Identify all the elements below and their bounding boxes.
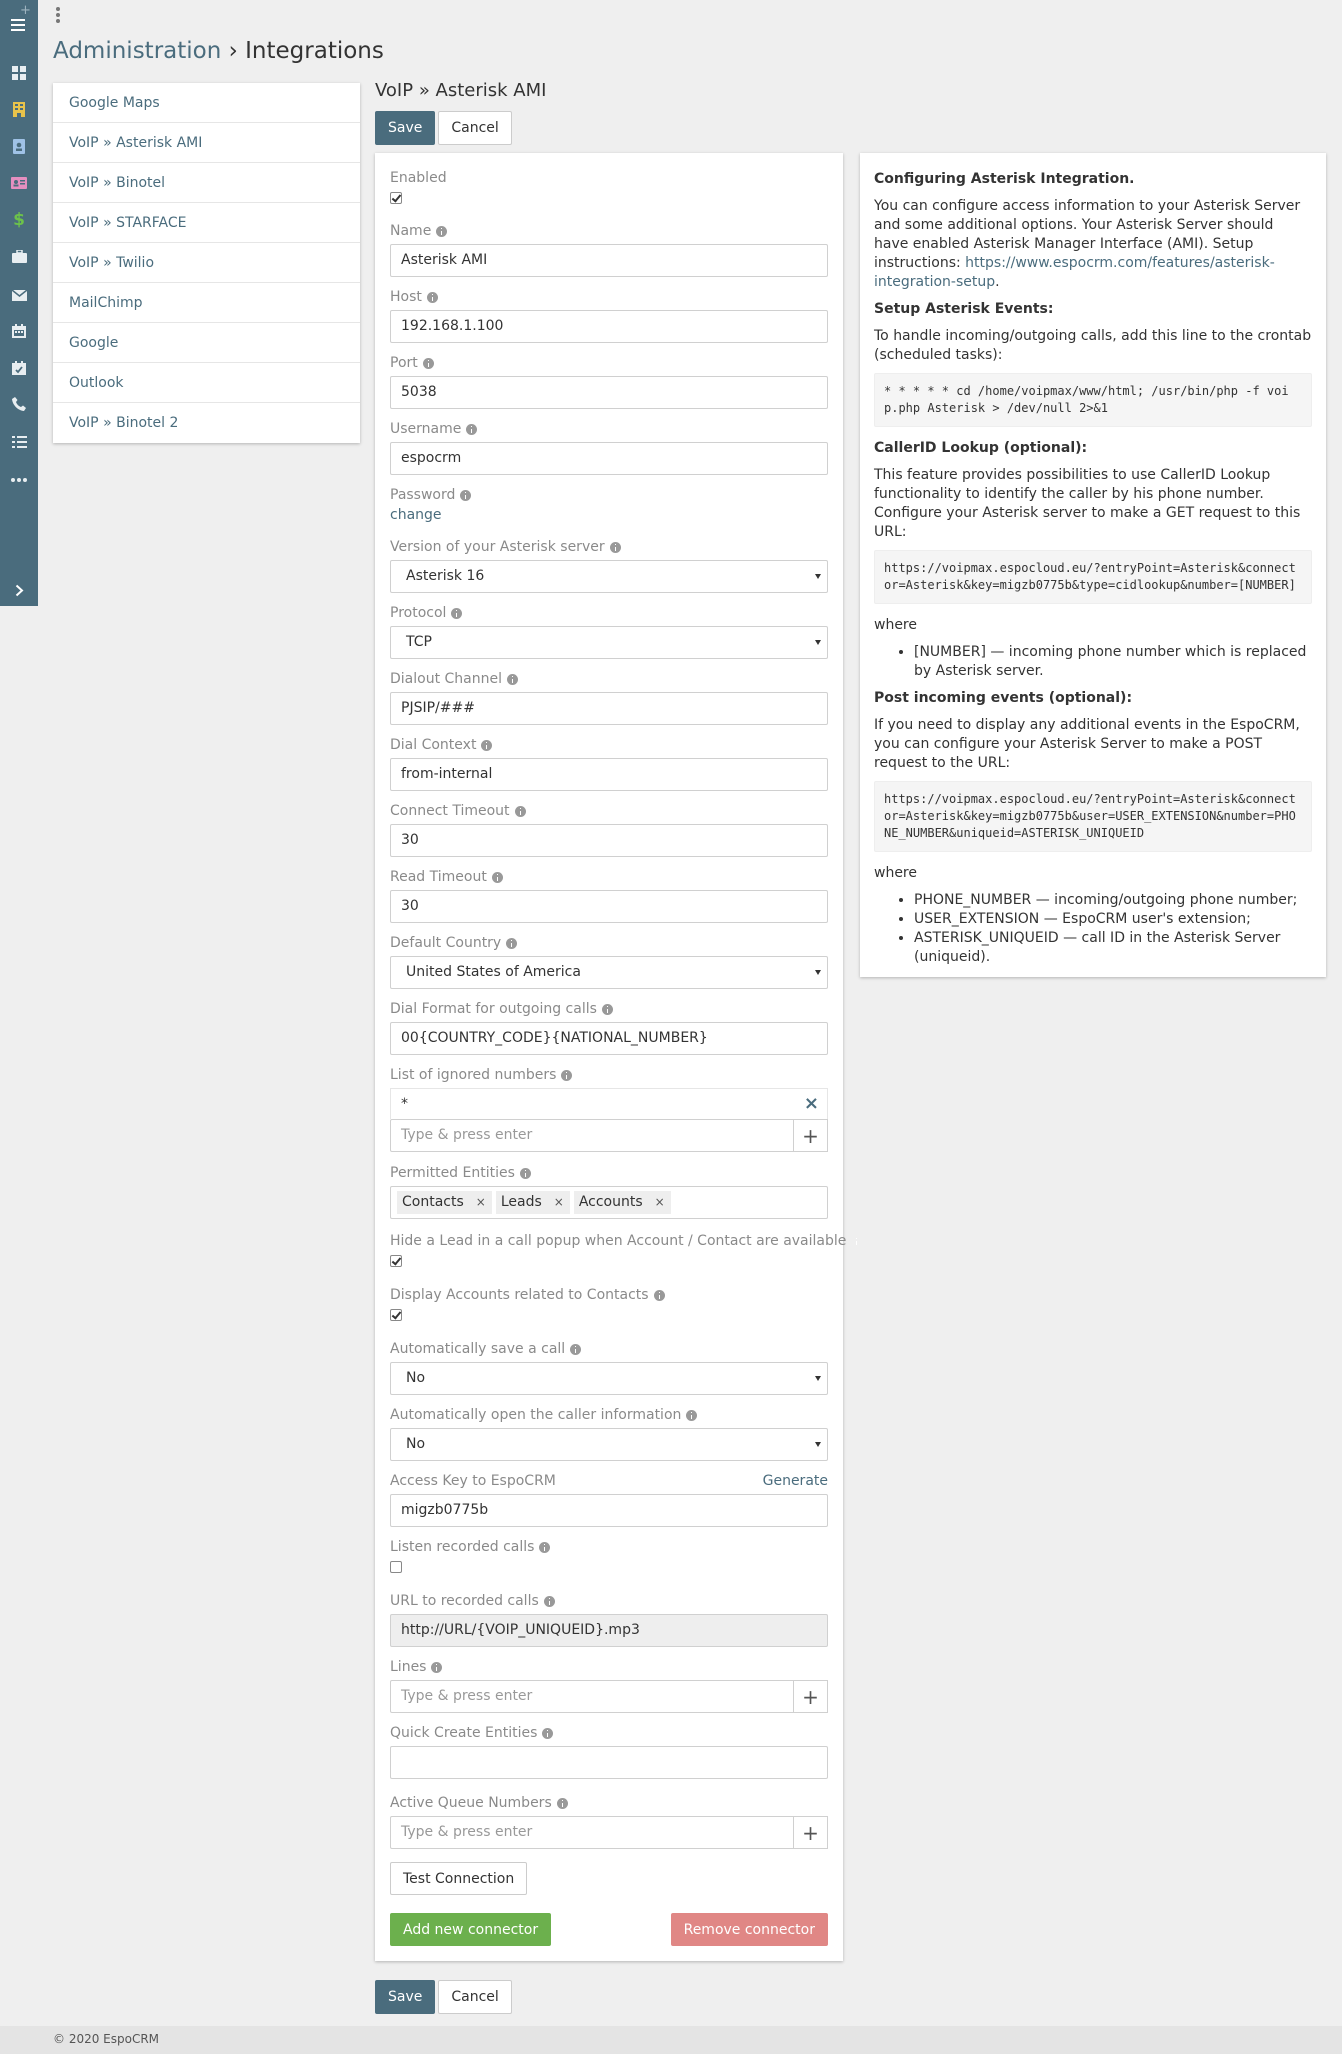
tag-contacts: Contacts × xyxy=(397,1191,492,1214)
remove-tag-icon[interactable]: × xyxy=(475,1195,486,1209)
page-title xyxy=(53,38,384,64)
info-icon[interactable] xyxy=(451,608,462,619)
connect-timeout-label: Connect Timeout xyxy=(390,801,828,821)
phone-icon[interactable] xyxy=(0,386,38,422)
copyright: © 2020 EspoCRM xyxy=(53,2032,160,2046)
field-dial-context xyxy=(390,735,828,791)
dial-format-label: Dial Format for outgoing calls xyxy=(390,999,828,1019)
connect-timeout-input[interactable]: 30 xyxy=(390,824,828,857)
cancel-button[interactable]: Cancel xyxy=(438,111,511,145)
hide-lead-label: Hide a Lead in a call popup when Account / Contact are available xyxy=(390,1233,847,1249)
remove-connector-button[interactable]: Remove connector xyxy=(671,1913,828,1946)
auto-open-select[interactable]: No xyxy=(390,1428,828,1461)
dialout-input[interactable]: PJSIP/### xyxy=(390,692,828,725)
where-label-1: where xyxy=(874,617,917,633)
callerid-url-code: https://voipmax.espocloud.eu/?entryPoint=Asterisk&connector=Asterisk&key=migzb0775b&type=cidlookup&number=[NUMBER] xyxy=(874,550,1312,604)
name-input[interactable]: Asterisk AMI xyxy=(390,244,828,277)
dollar-icon[interactable]: $ xyxy=(13,210,25,230)
field-recorded-url xyxy=(390,1591,828,1647)
where-item: • [NUMBER] — incoming phone number which is replaced by Asterisk server. xyxy=(914,643,1312,681)
field-dialout-channel xyxy=(390,669,828,725)
field-ignored-numbers xyxy=(390,1065,828,1152)
id-card-icon[interactable] xyxy=(0,165,38,201)
host-input[interactable]: 192.168.1.100 xyxy=(390,310,828,343)
version-select[interactable]: Asterisk 16 xyxy=(390,560,828,593)
info-icon[interactable] xyxy=(557,1798,568,1809)
cron-code: * * * * * cd /home/voipmax/www/html; /usr/bin/php -f voip.php Asterisk > /dev/null 2>&1 xyxy=(874,373,1312,427)
field-permitted-entities xyxy=(390,1163,828,1219)
info-icon[interactable] xyxy=(481,740,492,751)
dial-context-label: Dial Context xyxy=(390,735,828,755)
add-connector-button[interactable]: Add new connector xyxy=(390,1913,551,1946)
where-item: • ASTERISK_UNIQUEID — call ID in the Asterisk Server (uniqueid). xyxy=(914,929,1312,967)
breadcrumb-separator: › xyxy=(228,38,238,64)
bottom-button-row xyxy=(375,1980,512,2014)
where-label-2: where xyxy=(874,865,917,881)
test-connection-button[interactable]: Test Connection xyxy=(390,1862,527,1895)
field-auto-open xyxy=(390,1405,828,1461)
display-accounts-label: Display Accounts related to Contacts xyxy=(390,1285,828,1305)
password-label: Password xyxy=(390,485,828,505)
envelope-icon[interactable] xyxy=(0,277,38,313)
integration-google-maps[interactable]: Google Maps xyxy=(53,83,360,123)
lines-input[interactable]: Type & press enter xyxy=(390,1680,794,1713)
dial-context-input[interactable]: from-internal xyxy=(390,758,828,791)
info-icon[interactable] xyxy=(520,1168,531,1179)
listen-recorded-label: Listen recorded calls xyxy=(390,1537,828,1557)
port-label: Port xyxy=(390,353,828,373)
field-auto-save xyxy=(390,1339,828,1395)
plus-icon[interactable]: + xyxy=(794,1816,828,1849)
queue-numbers-label: Active Queue Numbers xyxy=(390,1793,828,1813)
caret-down-icon xyxy=(815,574,821,579)
info-icon[interactable] xyxy=(515,806,526,817)
lines-label: Lines xyxy=(390,1657,828,1677)
info-icon[interactable] xyxy=(466,424,477,435)
integrations-list xyxy=(53,83,360,443)
host-label: Host xyxy=(390,287,828,307)
help-intro: You can configure access information to your Asterisk Server and some additional options. Your Asterisk Server should have enabled Asterisk Manager Interface (AMI). Setup instructions: https://www.espocrm.com/features/asterisk-integration-setup. xyxy=(874,198,1301,290)
field-listen-recorded xyxy=(390,1537,828,1573)
field-dial-format xyxy=(390,999,828,1055)
plus-icon[interactable]: + xyxy=(794,1680,828,1713)
protocol-select[interactable]: TCP xyxy=(390,626,828,659)
quick-create-plus-icon[interactable]: + xyxy=(20,3,31,18)
auto-save-label: Automatically save a call xyxy=(390,1339,828,1359)
integration-outlook[interactable]: Outlook xyxy=(53,363,360,403)
field-hide-lead xyxy=(390,1231,847,1267)
info-icon[interactable] xyxy=(423,358,434,369)
test-connection-row xyxy=(390,1862,828,1895)
field-lines xyxy=(390,1657,828,1713)
integration-asterisk-ami[interactable]: VoIP » Asterisk AMI xyxy=(53,123,360,163)
username-input[interactable]: espocrm xyxy=(390,442,828,475)
info-icon[interactable] xyxy=(427,292,438,303)
country-label: Default Country xyxy=(390,933,828,953)
info-icon[interactable] xyxy=(570,1344,581,1355)
events-text: To handle incoming/outgoing calls, add this line to the crontab (scheduled tasks): xyxy=(874,328,1312,363)
ignored-input-group xyxy=(390,1119,828,1152)
info-icon[interactable] xyxy=(602,1004,613,1015)
auto-save-select[interactable]: No xyxy=(390,1362,828,1395)
lines-input-group xyxy=(390,1680,828,1713)
dashboard-icon[interactable] xyxy=(0,55,38,91)
top-button-row xyxy=(375,111,512,145)
remove-tag-icon[interactable]: × xyxy=(654,1195,665,1209)
integration-binotel-2[interactable]: VoIP » Binotel 2 xyxy=(69,415,179,431)
field-read-timeout xyxy=(390,867,828,923)
field-protocol xyxy=(390,603,828,659)
post-url-code: https://voipmax.espocloud.eu/?entryPoint=Asterisk&connector=Asterisk&key=migzb0775b&user=USER_EXTENSION&number=PHONE_NUMBER&uniqueid=ASTERISK_UNIQUEID xyxy=(874,781,1312,852)
dialout-label: Dialout Channel xyxy=(390,669,828,689)
queue-numbers-input[interactable]: Type & press enter xyxy=(390,1816,794,1849)
recorded-url-label: URL to recorded calls xyxy=(390,1591,828,1611)
info-icon[interactable] xyxy=(436,226,447,237)
quick-create-label: Quick Create Entities xyxy=(390,1723,828,1743)
info-icon[interactable] xyxy=(506,938,517,949)
field-port xyxy=(390,353,828,409)
where-item: • USER_EXTENSION — EspoCRM user's extension; xyxy=(914,910,1312,929)
field-quick-create xyxy=(390,1723,828,1779)
setup-instructions-link[interactable]: https://www.espocrm.com/features/asterisk-integration-setup xyxy=(874,255,1275,290)
info-icon[interactable] xyxy=(686,1410,697,1421)
port-input[interactable]: 5038 xyxy=(390,376,828,409)
field-version xyxy=(390,537,828,593)
read-timeout-input[interactable]: 30 xyxy=(390,890,828,923)
tag-accounts: Accounts × xyxy=(574,1191,671,1214)
version-label: Version of your Asterisk server xyxy=(390,537,828,557)
entities-multiselect[interactable] xyxy=(390,1186,828,1219)
protocol-label: Protocol xyxy=(390,603,828,623)
calendar-icon[interactable] xyxy=(0,313,38,349)
name-label: Name xyxy=(390,221,828,241)
remove-tag-icon[interactable]: × xyxy=(553,1195,564,1209)
display-accounts-checkbox[interactable] xyxy=(390,1309,402,1321)
generate-key-link[interactable]: Generate xyxy=(762,1473,828,1489)
info-icon[interactable] xyxy=(539,1542,550,1553)
change-password-link[interactable]: change xyxy=(390,507,442,523)
where-list-1 xyxy=(914,643,1312,681)
info-icon[interactable] xyxy=(460,490,471,501)
breadcrumb-administration[interactable]: Administration xyxy=(53,38,222,64)
calendar-check-icon[interactable] xyxy=(0,350,38,386)
field-queue-numbers xyxy=(390,1793,828,1849)
field-enabled xyxy=(390,168,828,204)
field-access-key xyxy=(390,1471,828,1527)
building-icon[interactable] xyxy=(0,91,38,127)
caret-down-icon xyxy=(815,1442,821,1447)
help-panel xyxy=(860,153,1326,977)
access-key-input[interactable]: migzb0775b xyxy=(390,1494,828,1527)
field-connect-timeout xyxy=(390,801,828,857)
form-panel xyxy=(375,153,847,1961)
hide-lead-checkbox[interactable] xyxy=(390,1255,402,1267)
read-timeout-label: Read Timeout xyxy=(390,867,828,887)
info-icon[interactable] xyxy=(654,1290,665,1301)
connector-buttons-row xyxy=(390,1913,828,1946)
events-title: Setup Asterisk Events: xyxy=(874,301,1054,317)
info-icon[interactable] xyxy=(561,1070,572,1081)
footer xyxy=(0,2026,1342,2054)
username-label: Username xyxy=(390,419,828,439)
field-name xyxy=(390,221,828,277)
entities-label: Permitted Entities xyxy=(390,1163,828,1183)
recorded-url-input[interactable]: http://URL/{VOIP_UNIQUEID}.mp3 xyxy=(390,1614,828,1647)
help-title: Configuring Asterisk Integration. xyxy=(874,171,1135,187)
integration-twilio[interactable]: VoIP » Twilio xyxy=(53,243,360,283)
queue-input-group xyxy=(390,1816,828,1849)
caret-down-icon xyxy=(815,640,821,645)
caret-down-icon xyxy=(815,1376,821,1381)
ignored-input[interactable]: Type & press enter xyxy=(390,1119,794,1152)
country-select[interactable]: United States of America xyxy=(390,956,828,989)
auto-open-label: Automatically open the caller information xyxy=(390,1405,828,1425)
breadcrumb-current: Integrations xyxy=(245,38,384,64)
callerid-title: CallerID Lookup (optional): xyxy=(874,440,1088,456)
info-icon[interactable] xyxy=(431,1662,442,1673)
cancel-button-bottom[interactable]: Cancel xyxy=(438,1980,511,2014)
help-content xyxy=(874,170,1312,975)
kebab-menu-icon[interactable] xyxy=(54,6,62,24)
field-password xyxy=(390,485,828,523)
info-icon[interactable] xyxy=(507,674,518,685)
save-button[interactable]: Save xyxy=(375,111,435,145)
field-display-accounts xyxy=(390,1285,828,1321)
chevron-right-icon[interactable] xyxy=(0,572,38,608)
access-key-label: Access Key to EspoCRM xyxy=(390,1473,556,1489)
integration-mailchimp[interactable]: MailChimp xyxy=(53,283,360,323)
where-list-2 xyxy=(914,891,1312,967)
ignored-label: List of ignored numbers xyxy=(390,1065,828,1085)
dial-format-input[interactable]: 00{COUNTRY_CODE}{NATIONAL_NUMBER} xyxy=(390,1022,828,1055)
callerid-text: This feature provides possibilities to use CallerID Lookup functionality to identify the caller by his phone number. Configure your Asterisk server to make a GET request to this URL: xyxy=(874,467,1301,540)
tasks-icon[interactable] xyxy=(0,424,38,460)
briefcase-icon[interactable] xyxy=(0,238,38,274)
field-host xyxy=(390,287,828,343)
more-icon[interactable] xyxy=(0,462,38,498)
integration-starface[interactable]: VoIP » STARFACE xyxy=(53,203,360,243)
info-icon[interactable] xyxy=(544,1596,555,1607)
info-icon[interactable] xyxy=(542,1728,553,1739)
field-username xyxy=(390,419,828,475)
left-navbar xyxy=(0,0,38,606)
post-title: Post incoming events (optional): xyxy=(874,690,1133,706)
plus-icon[interactable]: + xyxy=(794,1119,828,1152)
enabled-label: Enabled xyxy=(390,170,447,186)
caret-down-icon xyxy=(815,970,821,975)
ignored-number-item: * × xyxy=(390,1088,828,1119)
save-button-bottom[interactable]: Save xyxy=(375,1980,435,2014)
integration-binotel[interactable]: VoIP » Binotel xyxy=(53,163,360,203)
quick-create-input[interactable] xyxy=(390,1746,828,1779)
tag-leads: Leads × xyxy=(496,1191,570,1214)
info-icon[interactable] xyxy=(492,872,503,883)
menu-icon[interactable] xyxy=(0,7,38,43)
field-default-country xyxy=(390,933,828,989)
where-item: • PHONE_NUMBER — incoming/outgoing phone number; xyxy=(914,891,1312,910)
contact-book-icon[interactable] xyxy=(0,128,38,164)
info-icon[interactable] xyxy=(610,542,621,553)
remove-icon[interactable]: × xyxy=(803,1093,819,1114)
enabled-checkbox[interactable] xyxy=(390,192,402,204)
listen-recorded-checkbox[interactable] xyxy=(390,1561,402,1573)
integration-google[interactable]: Google xyxy=(53,323,360,363)
section-title: VoIP » Asterisk AMI xyxy=(375,80,547,101)
post-text: If you need to display any additional events in the EspoCRM, you can configure your Asterisk Server to make a POST request to the URL: xyxy=(874,717,1300,771)
